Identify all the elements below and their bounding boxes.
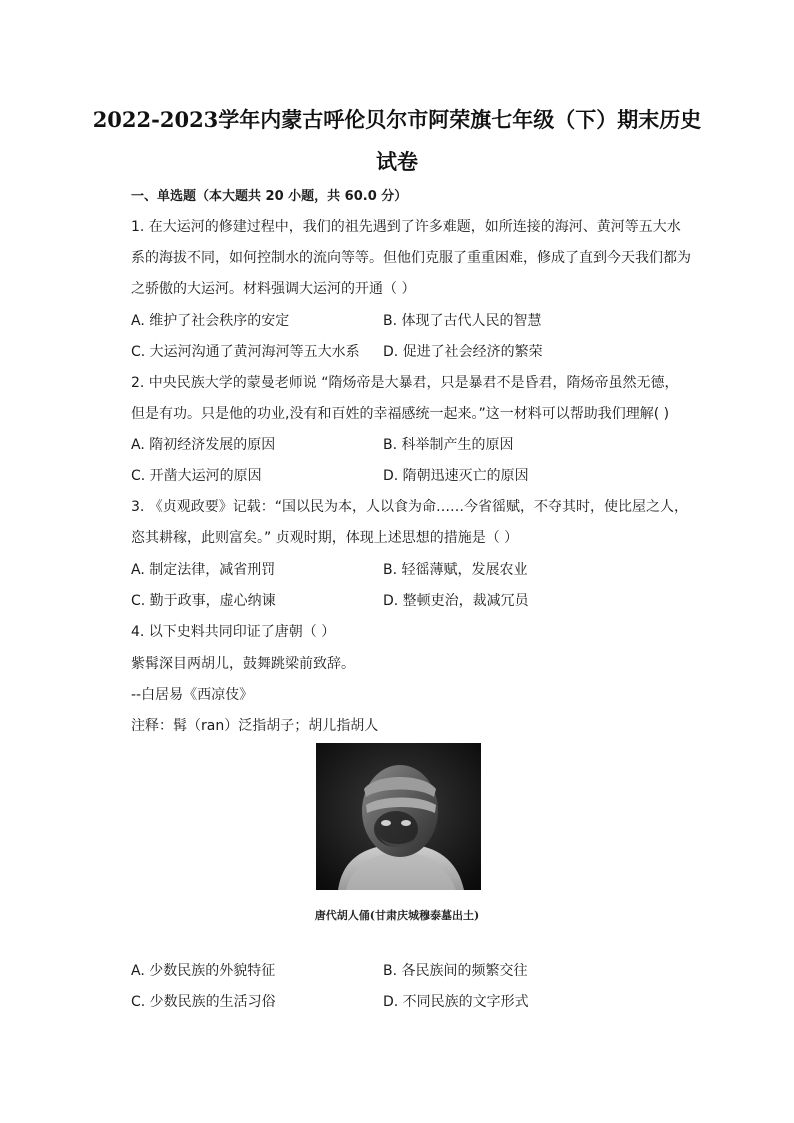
q2-option-b: B. 科举制产生的原因	[383, 437, 514, 453]
exam-title-line2: 试卷	[376, 149, 418, 174]
q4-option-a: A. 少数民族的外貌特征	[131, 963, 276, 979]
q1-option-a: A. 维护了社会秩序的安定	[131, 313, 290, 329]
q4-stem-line: 4. 以下史料共同印证了唐朝（ ）	[131, 624, 336, 640]
q3-option-d: D. 整顿吏治，裁减冗员	[383, 593, 529, 609]
exam-title-line1: 2022-2023学年内蒙古呼伦贝尔市阿荣旗七年级（下）期末历史	[92, 107, 702, 132]
q3-option-b: B. 轻徭薄赋，发展农业	[383, 562, 528, 578]
q4-option-c: C. 少数民族的生活习俗	[131, 994, 276, 1010]
q1-option-b: B. 体现了古代人民的智慧	[383, 313, 542, 329]
q2-option-a: A. 隋初经济发展的原因	[131, 437, 276, 453]
q1-option-d: D. 促进了社会经济的繁荣	[383, 344, 543, 360]
figurine-photo	[316, 743, 481, 890]
q4-option-d: D. 不同民族的文字形式	[383, 994, 529, 1010]
section-heading: 一、单选题（本大题共 20 小题，共 60.0 分）	[131, 189, 408, 204]
q1-stem-line: 之骄傲的大运河。材料强调大运河的开通（ ）	[131, 281, 416, 297]
q3-option-c: C. 勤于政事，虚心纳谏	[131, 593, 276, 609]
q1-stem-line: 1. 在大运河的修建过程中，我们的祖先遇到了许多难题，如所连接的海河、黄河等五大水	[131, 219, 681, 235]
q3-stem-line: 3. 《贞观政要》记载：“国以民为本，人以食为命……今省徭赋，不夺其时，使比屋之人，	[131, 499, 689, 515]
q1-option-c: C. 大运河沟通了黄河海河等五大水系	[131, 344, 360, 360]
q4-poem-source: --白居易《西凉伎》	[131, 687, 254, 703]
q1-stem-line: 系的海拔不同，如何控制水的流向等等。但他们克服了重重困难，修成了直到今天我们都为	[131, 250, 691, 266]
q4-option-b: B. 各民族间的频繁交往	[383, 963, 528, 979]
q4-poem-line: 紫髯深目两胡儿，鼓舞跳梁前致辞。	[131, 656, 355, 672]
q3-stem-line: 恣其耕稼，此则富矣。” 贞观时期，体现上述思想的措施是（ ）	[131, 530, 519, 546]
q2-stem-line: 2. 中央民族大学的蒙曼老师说 “隋炀帝是大暴君，只是暴君不是昏君，隋炀帝虽然无德，	[131, 375, 679, 391]
q3-option-a: A. 制定法律，减省刑罚	[131, 562, 276, 578]
q2-stem-line: 但是有功。只是他的功业,没有和百姓的幸福感统一起来。”这一材料可以帮助我们理解( )	[131, 406, 670, 422]
figure-caption: 唐代胡人俑(甘肃庆城穆泰墓出土)	[314, 909, 480, 922]
q4-annotation: 注释：髯（ran）泛指胡子；胡儿指胡人	[131, 718, 379, 734]
q2-option-d: D. 隋朝迅速灭亡的原因	[383, 468, 529, 484]
q2-option-c: C. 开凿大运河的原因	[131, 468, 262, 484]
